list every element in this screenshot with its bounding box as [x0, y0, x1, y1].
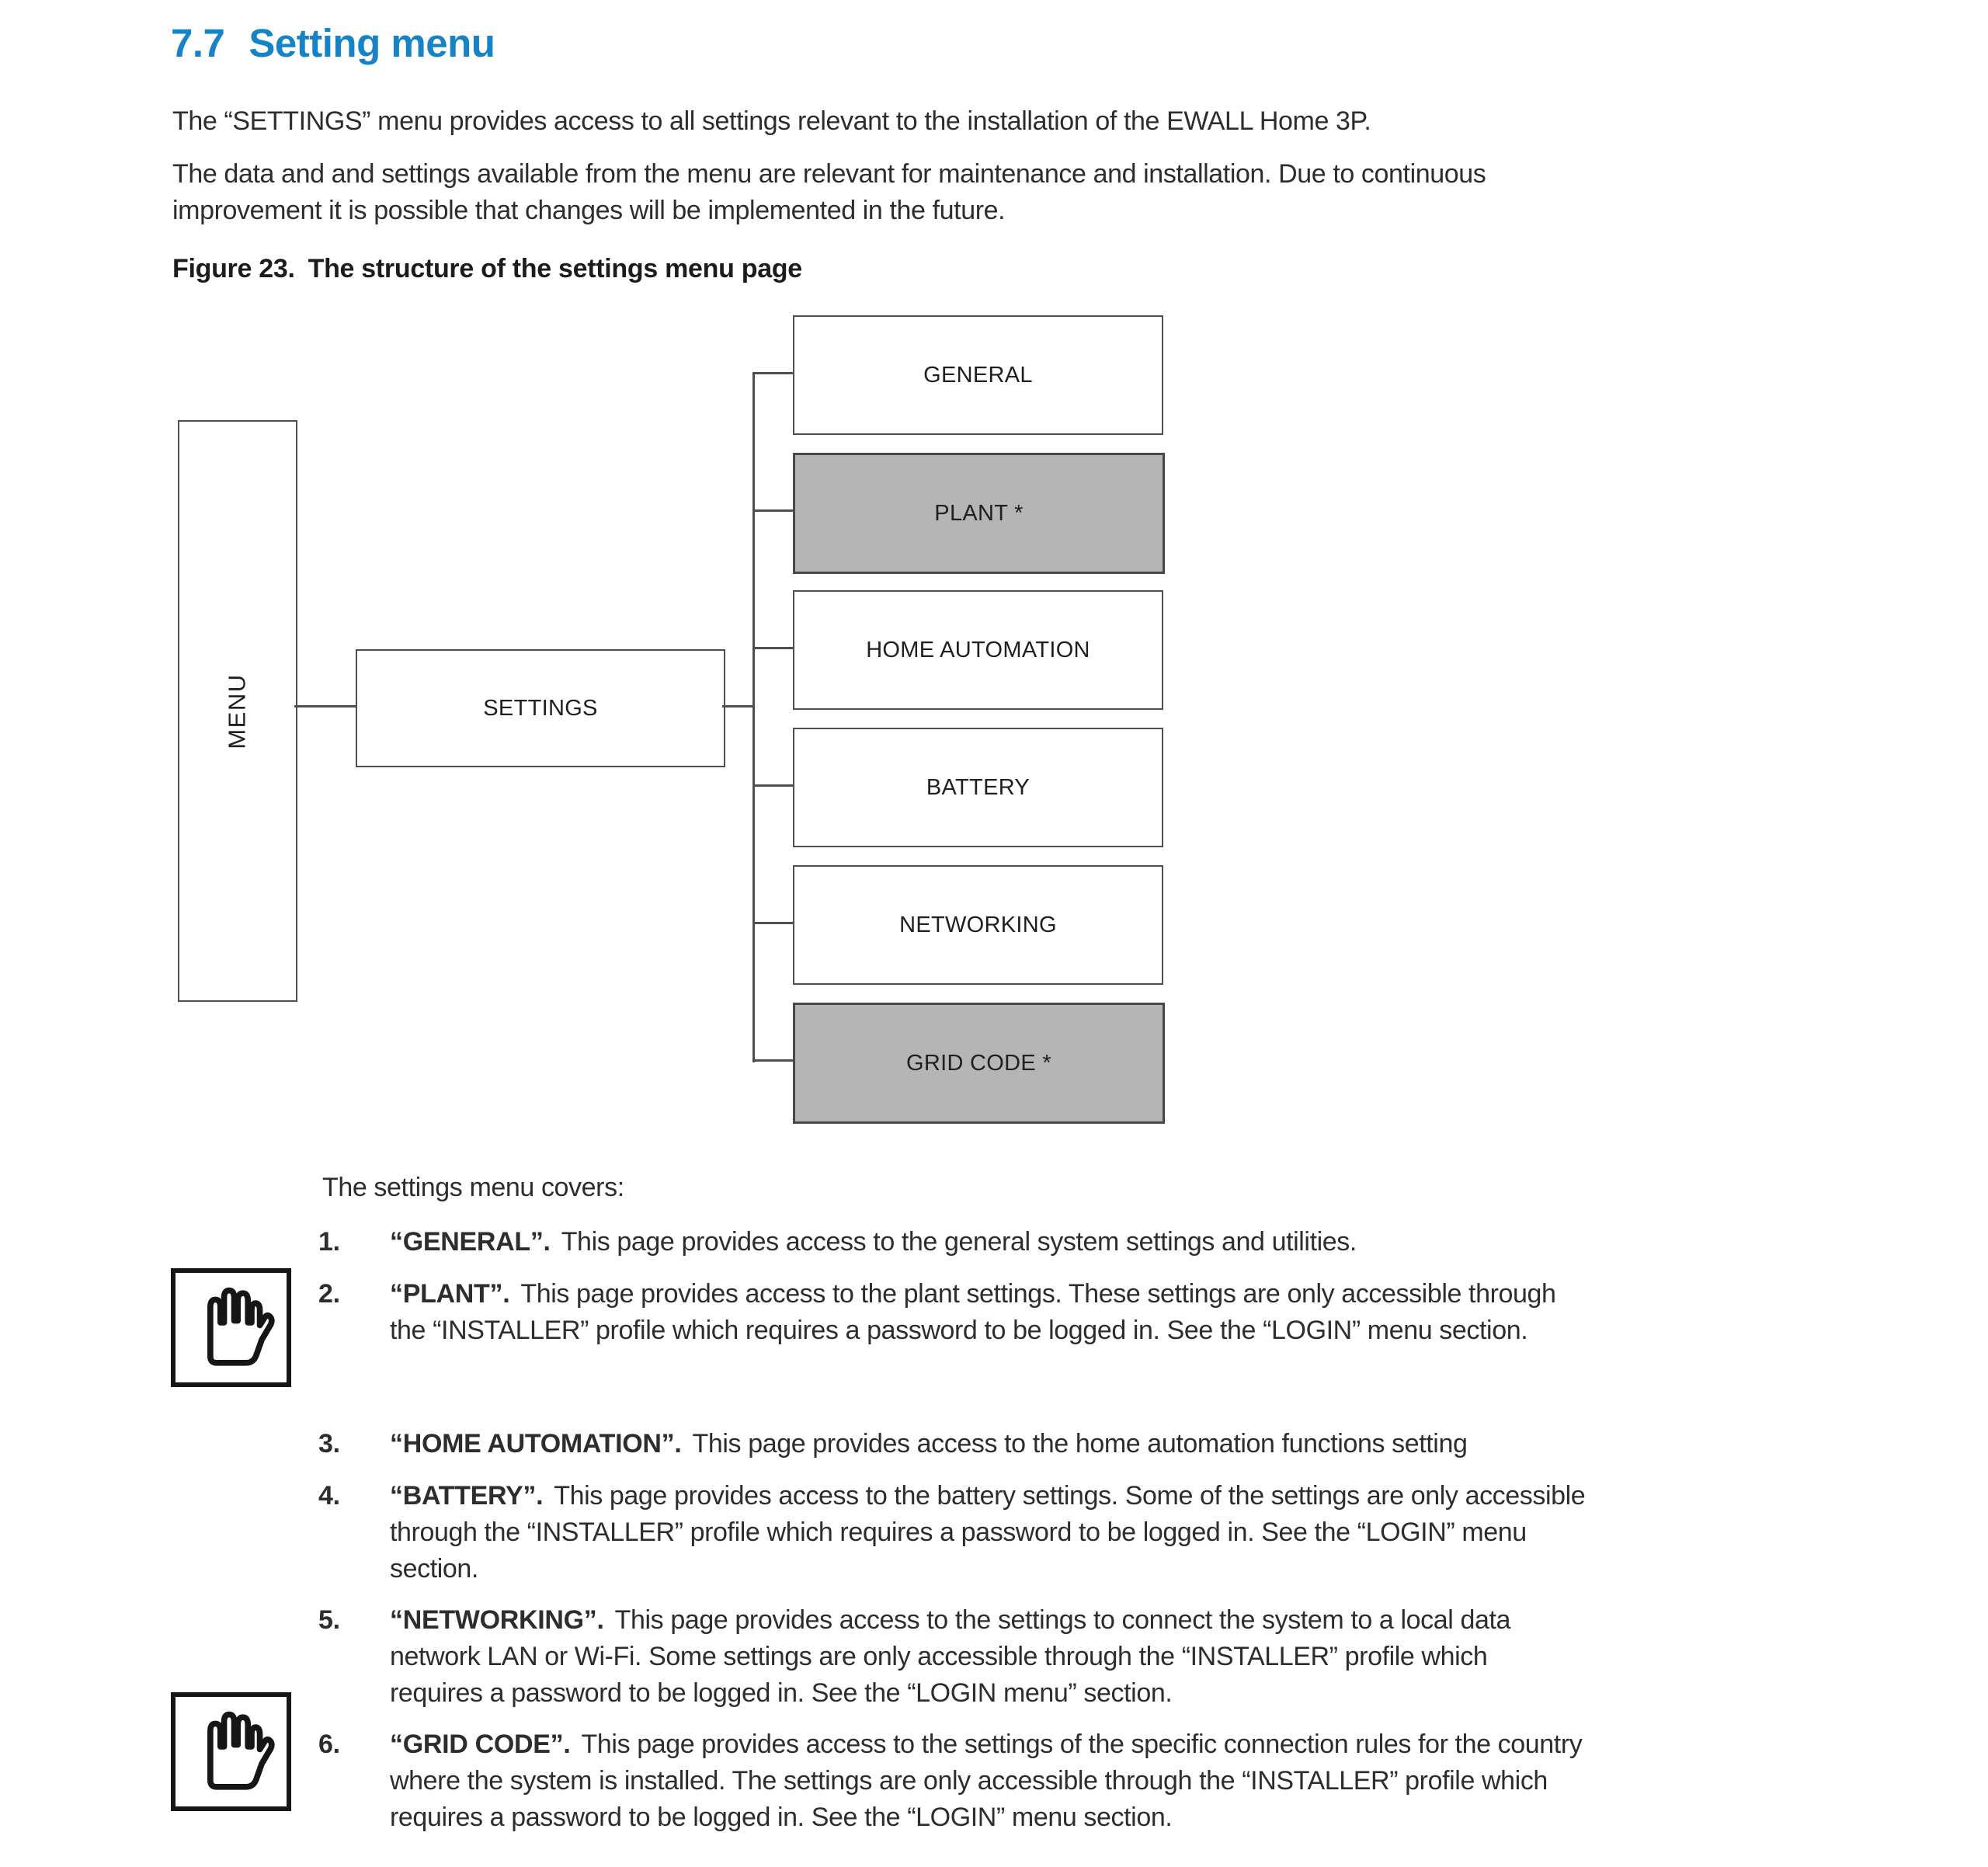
- list-item-text: This page provides access to the settings to connect the system to a local data: [614, 1605, 1511, 1635]
- section-title: Setting menu: [248, 21, 495, 65]
- list-item-lead: “GENERAL”.: [390, 1227, 551, 1257]
- list-item-number: 6.: [318, 1730, 340, 1759]
- list-item-lead: “HOME AUTOMATION”.: [390, 1429, 682, 1458]
- diagram-node-battery: [793, 728, 1163, 847]
- figure-caption-label: Figure 23.: [172, 254, 295, 283]
- list-item-text: section.: [390, 1554, 478, 1584]
- figure-caption: [172, 254, 802, 284]
- diagram-node-menu-label: MENU: [224, 673, 251, 749]
- list-item-text: the “INSTALLER” profile which requires a password to be logged in. See the “LOGIN” menu section.: [390, 1316, 1528, 1345]
- list-item-text: This page provides access to the general system settings and utilities.: [561, 1227, 1357, 1257]
- list-item-lead: “NETWORKING”.: [390, 1605, 604, 1635]
- figure-caption-title: The structure of the settings menu page: [308, 254, 802, 283]
- connector-stub-plant: [752, 509, 793, 512]
- diagram-node-plant: [793, 453, 1165, 574]
- list-item-text: network LAN or Wi-Fi. Some settings are only accessible through the “INSTALLER” profile which: [390, 1642, 1488, 1671]
- connector-stub-general: [752, 372, 793, 374]
- connector-stub-networking: [752, 922, 793, 924]
- connector-stub-home-automation: [752, 647, 793, 649]
- diagram-node-general-label: GENERAL: [923, 362, 1033, 388]
- diagram-node-plant-label: PLANT *: [934, 500, 1024, 526]
- list-item-text: This page provides access to the home automation functions setting: [692, 1429, 1468, 1458]
- list-item-battery: [318, 1478, 1585, 1587]
- hand-stop-icon: [186, 1282, 277, 1374]
- list-item-number: 5.: [318, 1605, 340, 1635]
- connector-stub-battery: [752, 784, 793, 787]
- settings-list: [318, 1224, 1585, 1851]
- diagram-node-menu: [178, 420, 297, 1002]
- list-item-text: requires a password to be logged in. See the “LOGIN menu” section.: [390, 1678, 1173, 1708]
- list-item-grid-code: [318, 1726, 1585, 1836]
- connector-trunk: [752, 372, 755, 1062]
- list-item-plant: [318, 1276, 1585, 1349]
- diagram-node-battery-label: BATTERY: [926, 774, 1030, 800]
- paragraph-data-settings: [172, 156, 1486, 229]
- diagram-node-networking-label: NETWORKING: [899, 912, 1057, 937]
- list-item-lead: “PLANT”.: [390, 1279, 510, 1309]
- list-intro: The settings menu covers:: [322, 1173, 624, 1202]
- diagram-node-general: [793, 315, 1163, 435]
- paragraph-line: The data and and settings available from the menu are relevant for maintenance and installation. Due to continuous: [172, 159, 1486, 189]
- diagram-node-grid-code: [793, 1003, 1165, 1124]
- list-item-text: where the system is installed. The settings are only accessible through the “INSTALLER” profile which: [390, 1766, 1548, 1796]
- list-item-lead: “GRID CODE”.: [390, 1730, 571, 1759]
- connector-settings-trunk: [722, 705, 754, 708]
- diagram-node-home-automation-label: HOME AUTOMATION: [866, 637, 1090, 662]
- paragraph-line: improvement it is possible that changes will be implemented in the future.: [172, 196, 1006, 225]
- list-item-general: [318, 1224, 1585, 1260]
- list-item-networking: [318, 1602, 1585, 1712]
- diagram-node-settings: [356, 649, 725, 767]
- hand-stop-icon: [186, 1706, 277, 1798]
- connector-menu-settings: [294, 705, 356, 708]
- diagram-node-home-automation: [793, 590, 1163, 710]
- list-item-number: 1.: [318, 1227, 340, 1257]
- list-item-number: 4.: [318, 1481, 340, 1511]
- section-heading: [171, 20, 495, 66]
- section-number: 7.7: [171, 21, 225, 65]
- note-box: [171, 1692, 291, 1811]
- list-item-home-automation: [318, 1426, 1585, 1462]
- list-item-number: 3.: [318, 1429, 340, 1458]
- list-item-text: This page provides access to the plant settings. These settings are only accessible through: [520, 1279, 1556, 1309]
- diagram-node-networking: [793, 865, 1163, 985]
- list-item-text: This page provides access to the settings of the specific connection rules for the country: [581, 1730, 1583, 1759]
- diagram-node-settings-label: SETTINGS: [483, 695, 598, 721]
- paragraph-settings-menu: The “SETTINGS” menu provides access to all settings relevant to the installation of the EWALL Home 3P.: [172, 106, 1371, 136]
- list-item-text: through the “INSTALLER” profile which requires a password to be logged in. See the “LOGIN” menu: [390, 1518, 1527, 1547]
- diagram-node-grid-code-label: GRID CODE *: [906, 1050, 1051, 1076]
- list-item-text: requires a password to be logged in. See the “LOGIN” menu section.: [390, 1803, 1173, 1832]
- list-item-lead: “BATTERY”.: [390, 1481, 544, 1511]
- list-item-number: 2.: [318, 1279, 340, 1309]
- list-item-text: This page provides access to the battery settings. Some of the settings are only accessible: [554, 1481, 1586, 1511]
- note-box: [171, 1268, 291, 1387]
- connector-stub-grid-code: [752, 1059, 793, 1062]
